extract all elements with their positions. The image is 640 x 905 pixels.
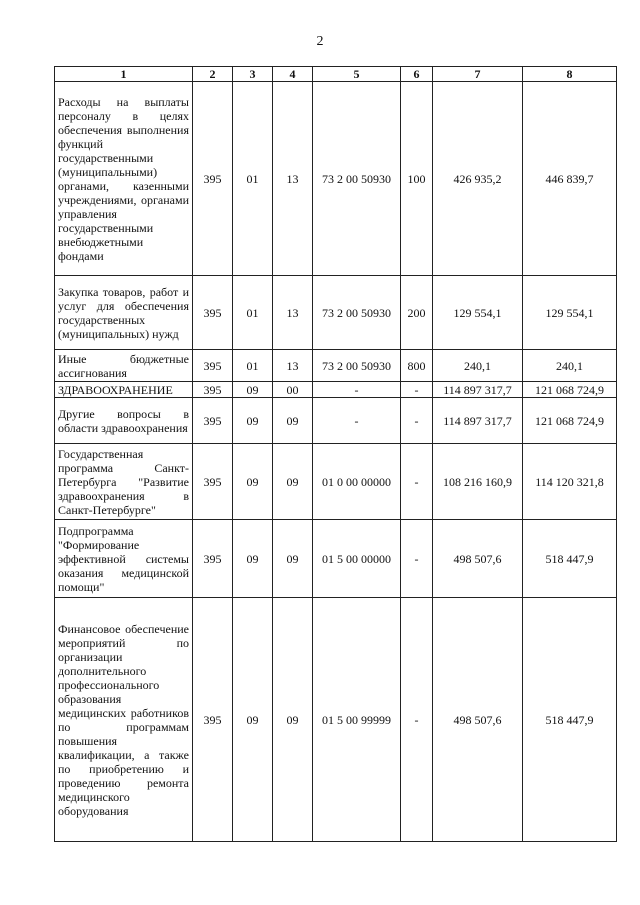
cell-target-article: - — [313, 382, 401, 398]
cell-amount-8: 121 068 724,9 — [523, 382, 617, 398]
table-row — [55, 520, 617, 598]
header-cell: 2 — [193, 67, 233, 82]
cell-expense-type: - — [401, 598, 433, 842]
cell-target-article: - — [313, 398, 401, 444]
cell-ministry: 395 — [193, 598, 233, 842]
table-row — [55, 598, 617, 842]
row-name: Расходы на выплаты персоналу в целях обеспечения выполнения функций государственными (муниципальными) органами, казенными учреждениями, органами управления государственными внебюджетными фондами — [55, 82, 193, 276]
table-row — [55, 82, 617, 276]
cell-target-article: 73 2 00 50930 — [313, 82, 401, 276]
cell-amount-8: 129 554,1 — [523, 276, 617, 350]
cell-amount-7: 114 897 317,7 — [433, 382, 523, 398]
cell-target-article: 73 2 00 50930 — [313, 350, 401, 382]
cell-subsection: 09 — [273, 598, 313, 842]
cell-section: 09 — [233, 444, 273, 520]
cell-amount-8: 518 447,9 — [523, 598, 617, 842]
cell-section: 09 — [233, 598, 273, 842]
cell-target-article: 01 5 00 99999 — [313, 598, 401, 842]
cell-subsection: 09 — [273, 398, 313, 444]
cell-amount-8: 114 120 321,8 — [523, 444, 617, 520]
cell-subsection: 00 — [273, 382, 313, 398]
cell-ministry: 395 — [193, 382, 233, 398]
cell-target-article: 01 0 00 00000 — [313, 444, 401, 520]
cell-expense-type: 800 — [401, 350, 433, 382]
row-name: Другие вопросы в области здравоохранения — [55, 398, 193, 444]
cell-amount-7: 426 935,2 — [433, 82, 523, 276]
cell-target-article: 73 2 00 50930 — [313, 276, 401, 350]
cell-amount-7: 108 216 160,9 — [433, 444, 523, 520]
table-row — [55, 444, 617, 520]
cell-expense-type: - — [401, 398, 433, 444]
header-cell: 7 — [433, 67, 523, 82]
cell-target-article: 01 5 00 00000 — [313, 520, 401, 598]
cell-expense-type: 100 — [401, 82, 433, 276]
cell-subsection: 13 — [273, 350, 313, 382]
cell-ministry: 395 — [193, 444, 233, 520]
cell-amount-7: 240,1 — [433, 350, 523, 382]
cell-ministry: 395 — [193, 398, 233, 444]
cell-subsection: 13 — [273, 276, 313, 350]
table-row — [55, 276, 617, 350]
cell-subsection: 09 — [273, 520, 313, 598]
cell-amount-8: 518 447,9 — [523, 520, 617, 598]
header-cell: 3 — [233, 67, 273, 82]
page-number: 2 — [316, 34, 324, 49]
header-cell: 8 — [523, 67, 617, 82]
cell-ministry: 395 — [193, 276, 233, 350]
header-cell: 5 — [313, 67, 401, 82]
cell-ministry: 395 — [193, 82, 233, 276]
cell-ministry: 395 — [193, 520, 233, 598]
row-name: Закупка товаров, работ и услуг для обеспечения государственных (муниципальных) нужд — [55, 276, 193, 350]
cell-section: 09 — [233, 398, 273, 444]
header-cell: 1 — [55, 67, 193, 82]
cell-section: 01 — [233, 82, 273, 276]
cell-expense-type: - — [401, 382, 433, 398]
header-cell: 6 — [401, 67, 433, 82]
cell-amount-7: 498 507,6 — [433, 598, 523, 842]
cell-amount-7: 498 507,6 — [433, 520, 523, 598]
cell-amount-7: 129 554,1 — [433, 276, 523, 350]
row-name: Иные бюджетные ассигнования — [55, 350, 193, 382]
cell-amount-8: 240,1 — [523, 350, 617, 382]
cell-amount-8: 446 839,7 — [523, 82, 617, 276]
cell-section: 01 — [233, 276, 273, 350]
cell-expense-type: 200 — [401, 276, 433, 350]
row-name: ЗДРАВООХРАНЕНИЕ — [55, 382, 193, 398]
table-row — [55, 398, 617, 444]
budget-table — [54, 66, 617, 842]
cell-amount-7: 114 897 317,7 — [433, 398, 523, 444]
row-name: Финансовое обеспечение мероприятий по организации дополнительного профессионального образования медицинских работников по программам повышения квалификации, а также по приобретению и проведению ремонта медицинского оборудования — [55, 598, 193, 842]
cell-expense-type: - — [401, 520, 433, 598]
cell-section: 09 — [233, 520, 273, 598]
cell-section: 01 — [233, 350, 273, 382]
cell-expense-type: - — [401, 444, 433, 520]
table-row — [55, 350, 617, 382]
row-name: Подпрограмма "Формирование эффективной системы оказания медицинской помощи" — [55, 520, 193, 598]
table-row — [55, 382, 617, 398]
cell-section: 09 — [233, 382, 273, 398]
header-cell: 4 — [273, 67, 313, 82]
table-header-row — [55, 67, 617, 82]
cell-ministry: 395 — [193, 350, 233, 382]
cell-amount-8: 121 068 724,9 — [523, 398, 617, 444]
cell-subsection: 09 — [273, 444, 313, 520]
row-name: Государственная программа Санкт-Петербурга "Развитие здравоохранения в Санкт-Петербурге" — [55, 444, 193, 520]
cell-subsection: 13 — [273, 82, 313, 276]
